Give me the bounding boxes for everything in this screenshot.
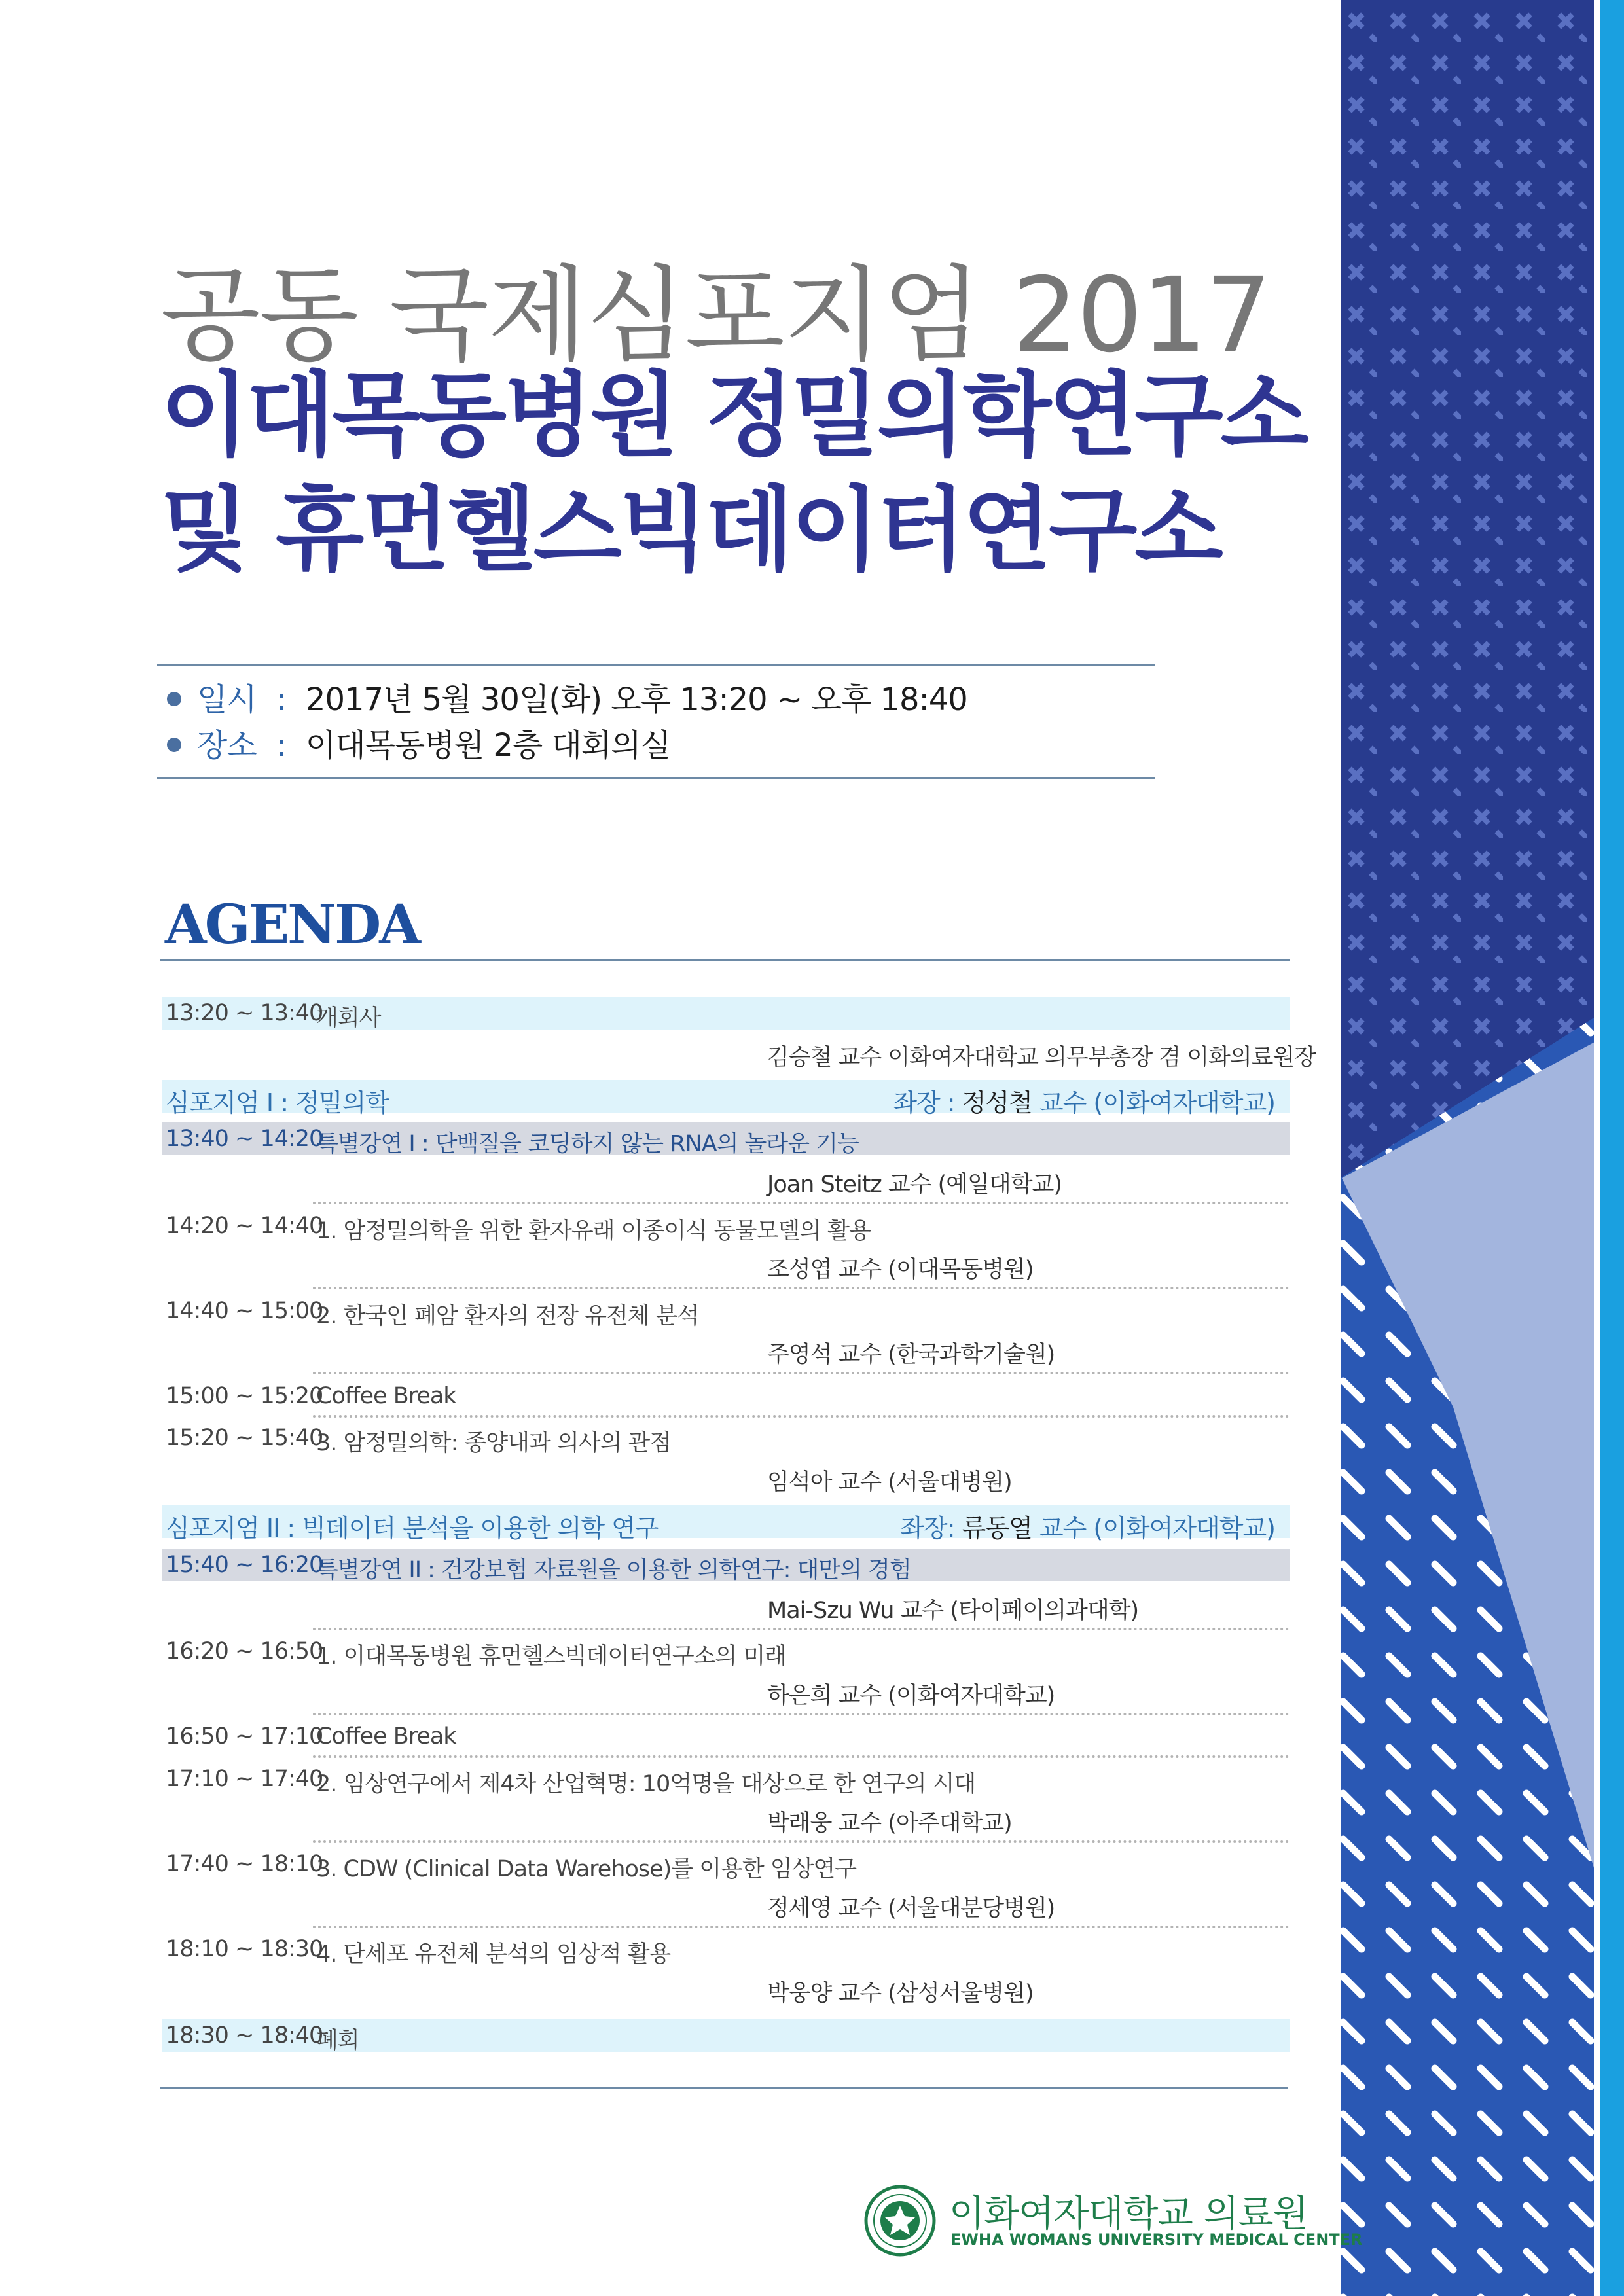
title-line-1: 공동 국제심포지엄 2017: [160, 255, 1271, 376]
agenda-row-closing: [162, 2019, 1290, 2052]
agenda-item: Coffee Break: [316, 1383, 456, 1409]
title-block: [160, 359, 1307, 588]
agenda-row: [162, 1295, 1290, 1327]
agenda-speaker: 임석아 교수 (서울대병원): [767, 1469, 1012, 1496]
dotted-divider: [313, 1628, 1290, 1630]
title-line-3: 및 휴먼헬스빅데이터연구소: [160, 477, 1221, 584]
agenda-item: 개회사: [316, 1005, 381, 1031]
agenda-row-opening: [162, 997, 1290, 1030]
title-line-2: 이대목동병원 정밀의학연구소: [160, 363, 1307, 469]
chair-affiliation: 교수 (이화여자대학교): [1039, 1088, 1275, 1117]
dotted-divider: [313, 1202, 1290, 1204]
ewha-seal-logo: [864, 2185, 936, 2257]
date-value: 2017년 5월 30일(화) 오후 13:20 ~ 오후 18:40: [305, 681, 967, 718]
agenda-speaker: 주영석 교수 (한국과학기술원): [767, 1342, 1055, 1368]
agenda-item: Coffee Break: [316, 1723, 456, 1749]
dotted-divider: [313, 1415, 1290, 1418]
decorative-side-band: [1335, 0, 1624, 2296]
agenda-top-rule: [160, 959, 1290, 961]
agenda-time: 17:10 ~ 17:40: [166, 1766, 323, 1792]
agenda-time: 13:40 ~ 14:20: [166, 1126, 323, 1152]
dotted-divider: [313, 1840, 1290, 1843]
chair-name: 정성철: [962, 1088, 1032, 1117]
agenda-item: 4. 단세포 유전체 분석의 임상적 활용: [316, 1941, 671, 1967]
agenda-item: 특별강연 I : 단백질을 코딩하지 않는 RNA의 놀라운 기능: [316, 1131, 859, 1157]
dotted-divider: [313, 1372, 1290, 1374]
agenda-item: 특별강연 II : 건강보험 자료원을 이용한 의학연구: 대만의 경험: [316, 1557, 911, 1583]
agenda-row-coffee-break: [162, 1380, 1290, 1412]
agenda-speaker: 하은희 교수 (이화여자대학교): [767, 1683, 1055, 1709]
date-line: [167, 674, 967, 719]
session-chair: [900, 1508, 1275, 1544]
agenda-speaker: 박웅양 교수 (삼성서울병원): [767, 1981, 1034, 2007]
agenda-speaker: 김승철 교수 이화여자대학교 의무부총장 겸 이화의료원장: [767, 1045, 1316, 1071]
agenda-time: 13:20 ~ 13:40: [166, 1000, 323, 1026]
agenda-time: 16:50 ~ 17:10: [166, 1723, 323, 1749]
agenda-speaker: Mai-Szu Wu 교수 (타이페이의과대학): [767, 1598, 1139, 1624]
agenda-row: [162, 1933, 1290, 1965]
agenda-row: [162, 1422, 1290, 1454]
agenda-row-special-lecture-2: [162, 1549, 1290, 1581]
dotted-divider: [313, 1926, 1290, 1928]
place-line: [167, 720, 670, 765]
agenda-item: 2. 임상연구에서 제4차 산업혁명: 10억명을 대상으로 한 연구의 시대: [316, 1771, 976, 1797]
chair-label: 좌장:: [900, 1514, 955, 1543]
agenda-time: 18:30 ~ 18:40: [166, 2022, 323, 2049]
agenda-row-coffee-break: [162, 1720, 1290, 1753]
agenda-row: [162, 1210, 1290, 1242]
dotted-divider: [313, 1755, 1290, 1758]
agenda-speaker: 조성엽 교수 (이대목동병원): [767, 1257, 1034, 1283]
agenda-speaker: Joan Steitz 교수 (예일대학교): [767, 1172, 1062, 1198]
agenda-row: [162, 1635, 1290, 1668]
agenda-time: 15:00 ~ 15:20: [166, 1383, 323, 1409]
session-chair: [893, 1083, 1275, 1119]
agenda-speaker: 정세영 교수 (서울대분당병원): [767, 1895, 1055, 1922]
chair-label: 좌장 :: [893, 1088, 955, 1117]
agenda-time: 15:40 ~ 16:20: [166, 1552, 323, 1578]
agenda-speaker: 박래웅 교수 (아주대학교): [767, 1810, 1012, 1837]
agenda-title: AGENDA: [165, 893, 419, 956]
agenda-item: 1. 암정밀의학을 위한 환자유래 이종이식 동물모델의 활용: [316, 1218, 871, 1244]
bullet-icon: [167, 738, 181, 752]
session-header-1: [162, 1080, 1290, 1117]
agenda-time: 14:40 ~ 15:00: [166, 1298, 323, 1324]
date-label: 일시: [197, 681, 257, 718]
place-value: 이대목동병원 2층 대회의실: [305, 727, 671, 764]
info-bottom-rule: [157, 777, 1155, 779]
agenda-item: 3. 암정밀의학: 종양내과 의사의 관점: [316, 1430, 672, 1456]
agenda-time: 17:40 ~ 18:10: [166, 1851, 323, 1877]
place-label: 장소: [197, 727, 257, 764]
session-name: 심포지엄 I : 정밀의학: [166, 1088, 389, 1117]
agenda-time: 16:20 ~ 16:50: [166, 1638, 323, 1664]
agenda-time: 14:20 ~ 14:40: [166, 1213, 323, 1239]
agenda-row: [162, 1763, 1290, 1795]
bullet-icon: [167, 692, 181, 706]
agenda-item: 1. 이대목동병원 휴먼헬스빅데이터연구소의 미래: [316, 1643, 786, 1670]
dotted-divider: [313, 1713, 1290, 1715]
session-header-2: [162, 1505, 1290, 1543]
colon: :: [276, 727, 286, 764]
agenda-item: 폐회: [316, 2028, 359, 2054]
chair-name: 류동열: [962, 1514, 1032, 1543]
dotted-divider: [313, 1287, 1290, 1289]
info-top-rule: [157, 664, 1155, 666]
colon: :: [276, 681, 286, 718]
agenda-time: 15:20 ~ 15:40: [166, 1425, 323, 1451]
agenda-bottom-rule: [160, 2087, 1288, 2089]
agenda-time: 18:10 ~ 18:30: [166, 1936, 323, 1962]
session-name: 심포지엄 II : 빅데이터 분석을 이용한 의학 연구: [166, 1514, 659, 1543]
agenda-row-special-lecture-1: [162, 1122, 1290, 1155]
org-name-english: EWHA WOMANS UNIVERSITY MEDICAL CENTER: [950, 2231, 1363, 2249]
agenda-row: [162, 1848, 1290, 1880]
org-name-korean: 이화여자대학교 의료원: [949, 2193, 1308, 2235]
agenda-item: 2. 한국인 폐암 환자의 전장 유전체 분석: [316, 1303, 699, 1329]
agenda-item: 3. CDW (Clinical Data Warehose)를 이용한 임상연구: [316, 1856, 857, 1882]
chair-affiliation: 교수 (이화여자대학교): [1039, 1514, 1275, 1543]
